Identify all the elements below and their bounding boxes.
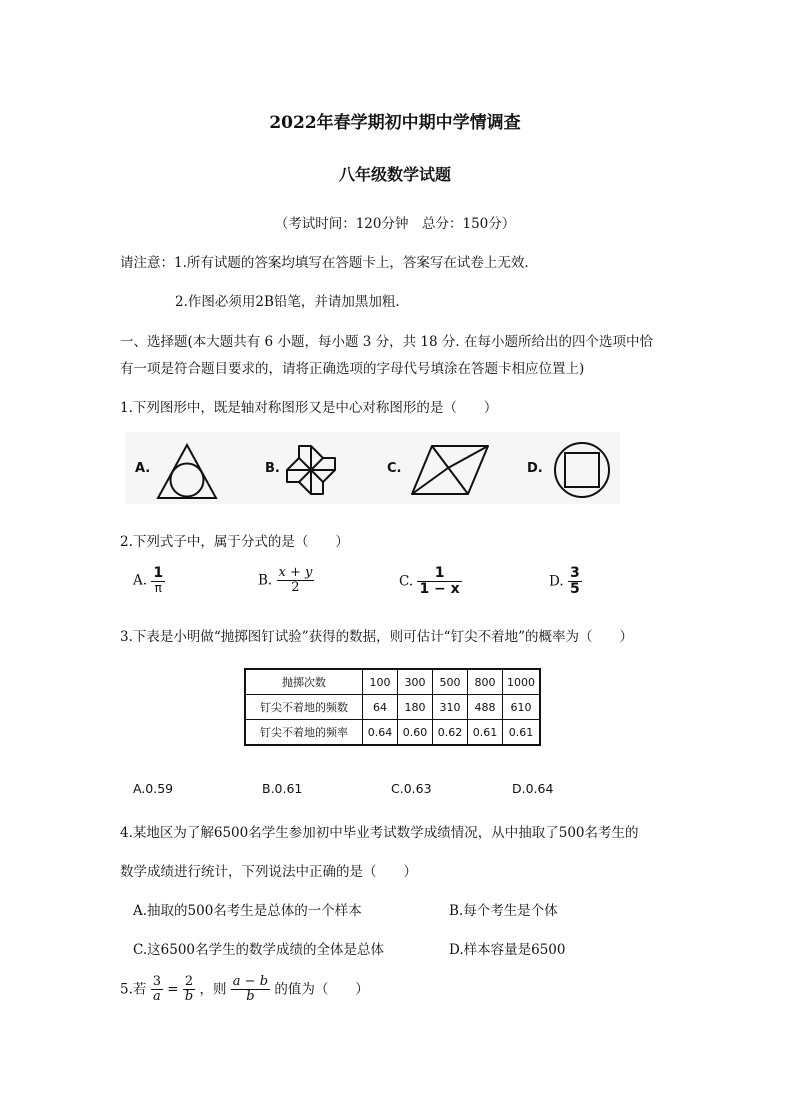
q2-option-b-label: B. — [258, 572, 273, 589]
table-cell: 180 — [398, 695, 433, 720]
table-cell: 610 — [503, 695, 541, 720]
q2-option-a-label: A. — [133, 572, 148, 589]
table-cell: 0.64 — [363, 720, 398, 746]
q5-stem — [120, 975, 369, 1005]
q2-option-c-fraction — [417, 566, 461, 598]
denominator: b — [246, 989, 255, 1005]
denominator: 1 − x — [419, 581, 460, 598]
table-cell: 500 — [433, 669, 468, 695]
numerator: a − b — [232, 974, 269, 989]
q3-stem: 3.下表是小明做“抛掷图钉试验”获得的数据，则可估计“钉尖不着地”的概率为（ ） — [120, 629, 633, 645]
table-cell: 100 — [363, 669, 398, 695]
numerator: 1 — [153, 565, 164, 581]
table-cell: 310 — [433, 695, 468, 720]
numerator: 1 — [417, 566, 461, 582]
q5-prefix: 5.若 — [120, 981, 147, 998]
table-cell: 钉尖不着地的频数 — [245, 695, 363, 720]
q5-fraction-2 — [183, 975, 195, 1005]
q1-label-c: C. — [387, 461, 402, 476]
q3-option-c: C.0.63 — [391, 781, 432, 796]
table-cell: 0.62 — [433, 720, 468, 746]
table-row — [245, 669, 540, 695]
q1-figures — [125, 432, 620, 504]
note-line-2: 2.作图必须用2B铅笔，并请加黑加粗. — [175, 294, 400, 310]
table-cell: 0.61 — [503, 720, 541, 746]
table-cell: 800 — [468, 669, 503, 695]
q4-option-c: C.这6500名学生的数学成绩的全体是总体 — [133, 942, 384, 958]
q5-equals: = — [167, 981, 179, 998]
page-subtitle: 八年级数学试题 — [338, 165, 451, 184]
q2-option-d-label: D. — [549, 573, 564, 590]
q2-stem: 2.下列式子中，属于分式的是（ ） — [120, 534, 349, 550]
page-title: 2022年春学期初中期中学情调查 — [269, 113, 521, 133]
section1-line-1: 一、选择题(本大题共有 6 小题，每小题 3 分，共 18 分. 在每小题所给出的四个选项中恰 — [120, 334, 653, 350]
table-cell: 488 — [468, 695, 503, 720]
circle-square-figure — [552, 440, 612, 500]
q2-option-d — [549, 566, 582, 598]
table-cell: 0.60 — [398, 720, 433, 746]
denominator: 2 — [291, 580, 300, 596]
numerator: x + y — [278, 565, 313, 580]
table-cell: 1000 — [503, 669, 541, 695]
exam-info: （考试时间：120分钟 总分：150分） — [274, 216, 516, 232]
table-cell: 300 — [398, 669, 433, 695]
q4-option-d: D.样本容量是6500 — [449, 942, 566, 958]
q4-option-b: B.每个考生是个体 — [449, 903, 558, 919]
q4-option-a: A.抽取的500名考生是总体的一个样本 — [133, 903, 362, 919]
q2-option-c — [399, 566, 462, 598]
q5-suffix: 的值为（ ） — [274, 981, 369, 998]
triangle-inscribed-circle-figure — [155, 442, 219, 500]
numerator: 2 — [183, 975, 195, 990]
table-row — [245, 695, 540, 720]
table-cell: 64 — [363, 695, 398, 720]
q3-data-table — [244, 668, 541, 746]
q1-label-d: D. — [527, 461, 543, 476]
numerator: 3 — [152, 974, 161, 989]
q2-option-a — [133, 566, 165, 596]
q2-option-b-fraction — [277, 566, 315, 596]
q3-option-d: D.0.64 — [512, 781, 554, 796]
q1-label-a: A. — [135, 461, 151, 476]
q5-fraction-3 — [231, 975, 270, 1005]
q3-option-a: A.0.59 — [133, 781, 174, 796]
q4-stem-line-2: 数学成绩进行统计，下列说法中正确的是（ ） — [120, 864, 417, 880]
note-line-1: 请注意：1.所有试题的答案均填写在答题卡上，答案写在试卷上无效. — [120, 255, 529, 271]
numerator: 3 — [569, 565, 580, 581]
denominator: π — [154, 581, 162, 596]
q3-option-b: B.0.61 — [262, 781, 303, 796]
parallelogram-figure — [410, 444, 490, 496]
table-cell: 抛掷次数 — [245, 669, 363, 695]
q2-option-a-fraction — [151, 566, 165, 596]
q5-fraction-1 — [151, 975, 163, 1005]
q1-stem: 1.下列图形中，既是轴对称图形又是中心对称图形的是（ ） — [120, 400, 498, 416]
q1-label-b: B. — [265, 461, 280, 476]
denominator: b — [184, 989, 194, 1005]
denominator: 5 — [569, 581, 580, 598]
denominator: a — [152, 989, 161, 1005]
table-row — [245, 720, 540, 746]
q2-option-d-fraction — [568, 566, 582, 598]
table-cell: 0.61 — [468, 720, 503, 746]
q2-option-b — [258, 566, 314, 596]
q2-option-c-label: C. — [399, 573, 414, 590]
table-cell: 钉尖不着地的频率 — [245, 720, 363, 746]
section1-line-2: 有一项是符合题目要求的，请将正确选项的字母代号填涂在答题卡相应位置上) — [120, 361, 585, 377]
pinwheel-figure — [285, 444, 337, 496]
q4-stem-line-1: 4.某地区为了解6500名学生参加初中毕业考试数学成绩情况，从中抽取了500名考生的 — [120, 825, 639, 841]
q5-mid: ，则 — [199, 981, 227, 998]
